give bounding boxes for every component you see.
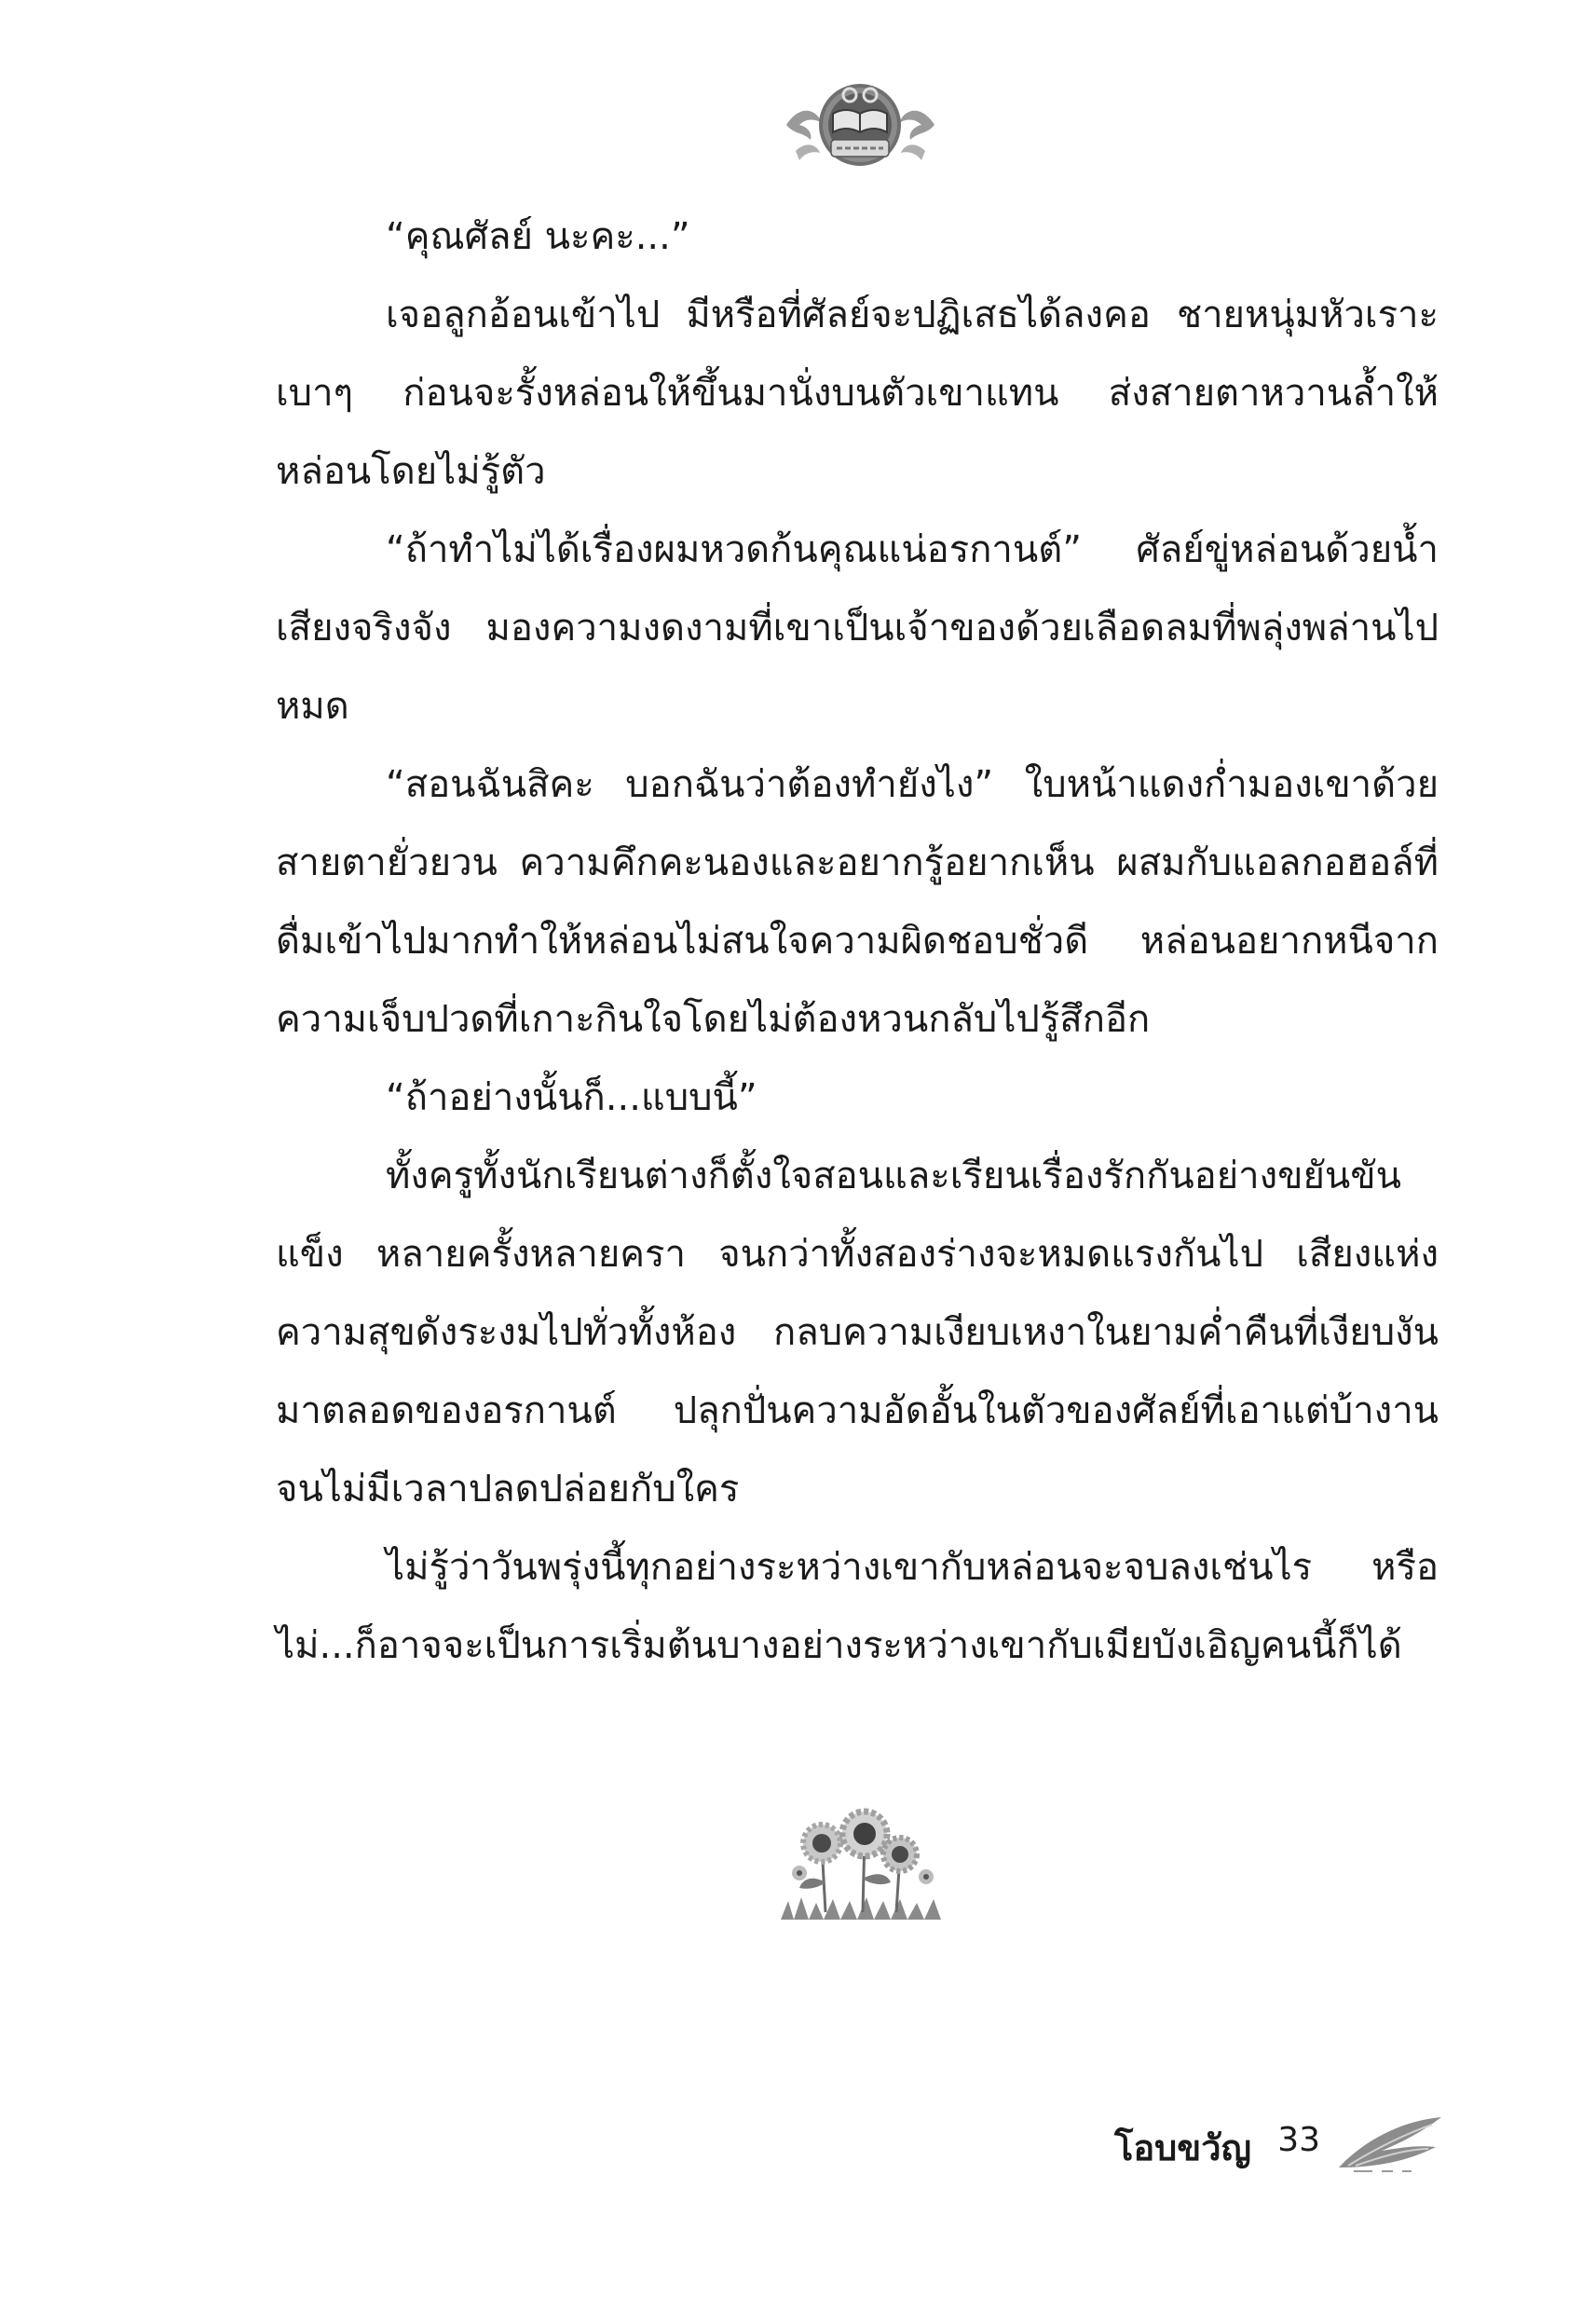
book-title: โอบขวัญ [1113,2127,1251,2168]
page-footer [1037,2113,1596,2179]
book-seal-emblem-icon [779,67,942,177]
paragraph: เจอลูกอ้อนเข้าไป มีหรือที่ศัลย์จะปฏิเสธได้ลงคอ ชายหนุ่มหัวเราะเบาๆ ก่อนจะรั้งหล่อนให้ขึ้นมานั่งบนตัวเขาแทน ส่งสายตาหวานล้ำให้หล่อนโดยไม่รู้ตัว [276,294,1439,493]
paragraph: ทั้งครูทั้งนักเรียนต่างก็ตั้งใจสอนและเรียนเรื่องรักกันอย่างขยันขันแข็ง หลายครั้งหลายครา จนกว่าทั้งสองร่างจะหมดแรงกันไป เสียงแห่งความสุขดังระงมไปทั่วทั้งห้อง กลบความเงียบเหงาในยามค่ำคืนที่เงียบงันมาตลอดของอรกานต์ ปลุกปั่นความอัดอั้นในตัวของศัลย์ที่เอาแต่บ้างานจนไม่มีเวลาปลดปล่อยกับใคร [276,1155,1439,1511]
paragraph: “ถ้าทำไม่ได้เรื่องผมหวดก้นคุณแน่อรกานต์” ศัลย์ขู่หล่อนด้วยน้ำเสียงจริงจัง มองความงดงามที่เขาเป็นเจ้าของด้วยเลือดลมที่พลุ่งพล่านไปหมด [276,528,1439,728]
story-text [276,198,1439,1685]
sunflowers-icon [781,1808,941,1920]
feather-wing-icon [1335,2113,1445,2175]
paragraph: “ถ้าอย่างนั้นก็...แบบนี้” [386,1076,757,1119]
paragraph: ไม่รู้ว่าวันพรุ่งนี้ทุกอย่างระหว่างเขากับหล่อนจะจบลงเช่นไร หรือไม่...ก็อาจจะเป็นการเริ่มต้นบางอย่างระหว่างเขากับเมียบังเอิญคนนี้ก็ได้ [276,1546,1439,1667]
paragraph: “สอนฉันสิคะ บอกฉันว่าต้องทำยังไง” ใบหน้าแดงก่ำมองเขาด้วยสายตายั่วยวน ความคึกคะนองและอยากรู้อยากเห็น ผสมกับแอลกอฮอล์ที่ดื่มเข้าไปมากทำให้หล่อนไม่สนใจความผิดชอบชั่วดี หล่อนอยากหนีจากความเจ็บปวดที่เกาะกินใจโดยไม่ต้องหวนกลับไปรู้สึกอีก [276,763,1439,1041]
page-number: 33 [1277,2121,1320,2159]
paragraph: “คุณศัลย์ นะคะ...” [386,215,690,258]
